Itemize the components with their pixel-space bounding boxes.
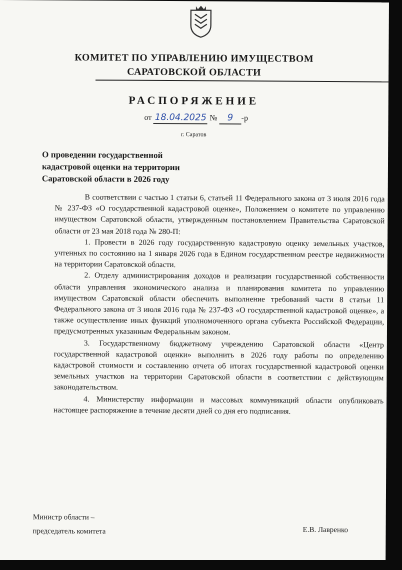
number-prefix: № [209, 113, 218, 123]
signatory-position [33, 510, 106, 538]
body-paragraph-3: 3. Государственному бюджетному учреждению Саратовской области «Центр государственной кадастровой оценки» выполнить в 2026 году работы по определению кадастровой стоимости и составлению отчета об итогах государственной кадастровой оценки земельных участков на территории Саратовской области в соответствии с действующим законодательством. [53, 338, 384, 393]
subject-line: О проведении государственной [42, 149, 163, 160]
saratov-coat-of-arms-icon [189, 5, 213, 38]
handwritten-number: 9 [227, 113, 234, 124]
date-prefix: от [144, 112, 152, 122]
document-body [53, 191, 384, 417]
body-paragraph-1: 1. Провести в 2026 году государственную кадастровую оценку земельных участков, учтенных по состоянию на 1 января 2026 года в Едином государственном реестре недвижимости на территории Саратовской области. [54, 237, 385, 270]
subject-line: Саратовской области в 2026 году [41, 173, 170, 185]
number-field [219, 113, 241, 124]
body-paragraph-preamble: В соответствии с частью 1 статьи 6, статьей 11 Федерального закона от 3 июля 2016 года № 237-ФЗ «О государственной кадастровой оценке», Положением о комитете по управлению имуществом Саратовской области, утвержденным постановлением Правительства Саратовской области от 23 мая 2018 года № 280-П: [54, 192, 385, 236]
signatory-name: Е.В. Лавренко [302, 524, 349, 535]
handwritten-date: 18.04.2025 [154, 112, 207, 124]
signatory-position-line2: председатель комитета [32, 526, 106, 536]
subject-line: кадастровой оценки на территории [41, 161, 180, 173]
document-type-title: РАСПОРЯЖЕНИЕ [128, 94, 260, 108]
photo-background-edge [0, 560, 402, 570]
number-suffix: -р [241, 113, 249, 123]
date-number-line [144, 113, 248, 125]
signatory-position-line1: Министр области – [32, 512, 95, 522]
date-field [154, 113, 208, 124]
body-paragraph-2: 2. Отделу администрирования доходов и реализации государственной собственности области управления экономического анализа и планирования комитета по управлению имуществом Саратовской области обеспечить выполнение требований части 8 статьи 11 Федерального закона от 3 июля 2016 года № 237-ФЗ «О государственной кадастровой оценке», а также осуществление иных функций уполномоченного органа субъекта Российской Федерации, предусмотренных указанным Федеральным законом. [53, 270, 385, 337]
body-paragraph-4: 4. Министерству информации и массовых коммуникаций области опубликовать настоящее распоряжение в течение десяти дней со дня его подписания. [53, 394, 384, 416]
org-name-line1: КОМИТЕТ ПО УПРАВЛЕНИЮ ИМУЩЕСТВОМ [74, 52, 314, 65]
city-label: г. Саратов [180, 132, 207, 139]
org-name-line2: САРАТОВСКОЙ ОБЛАСТИ [126, 66, 262, 79]
header-divider [96, 80, 390, 83]
document-subject [42, 148, 242, 185]
